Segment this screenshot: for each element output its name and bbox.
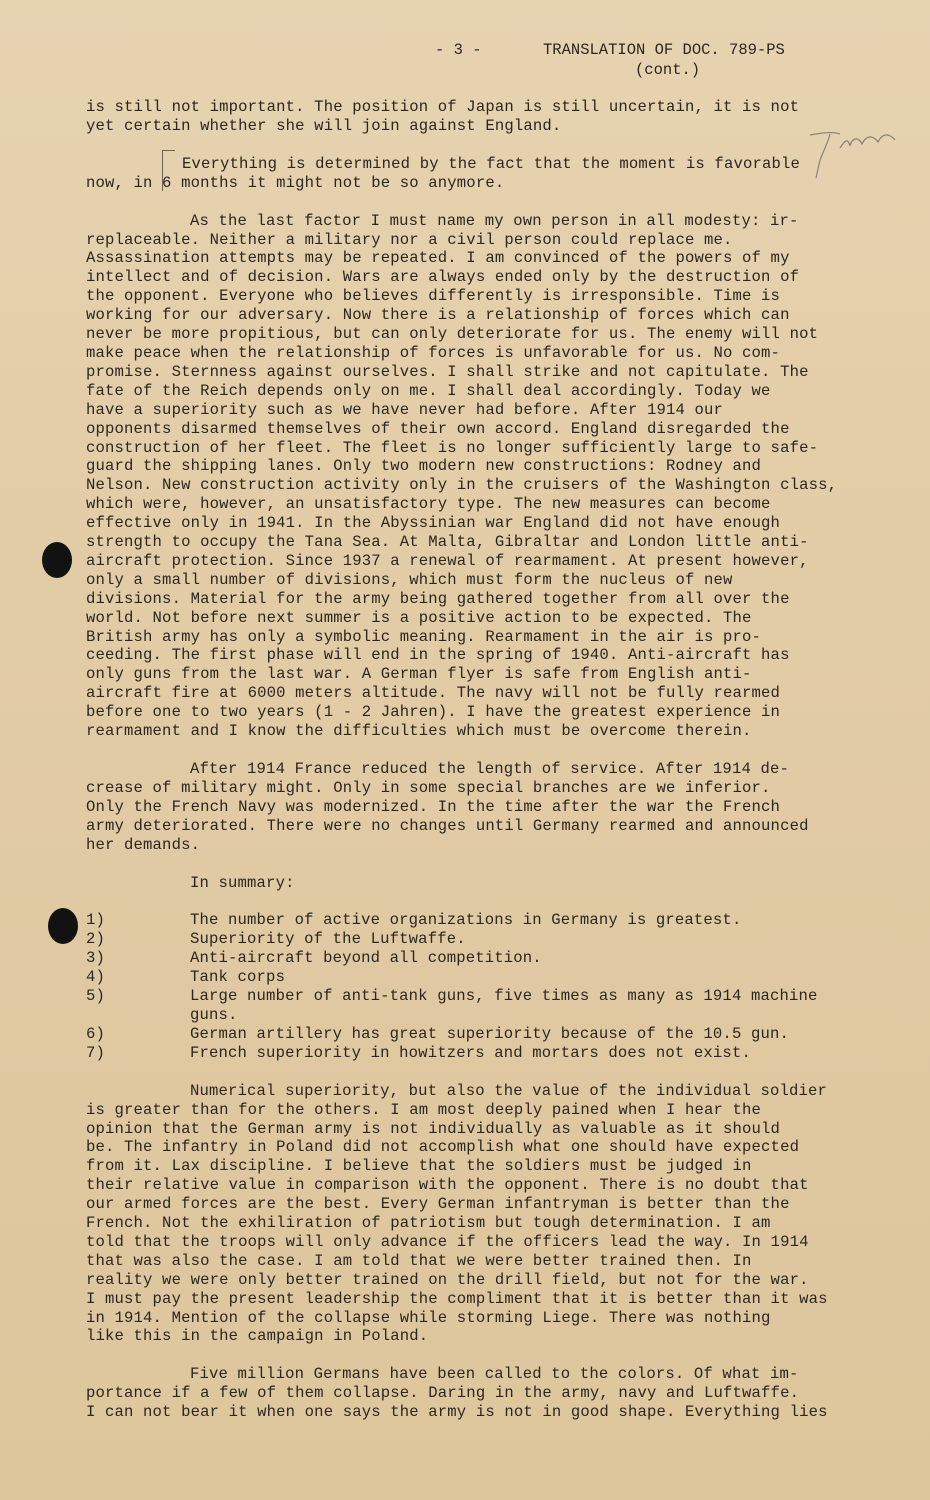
document-title: TRANSLATION OF DOC. 789-PS xyxy=(543,41,785,59)
list-number: 2) xyxy=(86,930,106,949)
list-text: Superiority of the Luftwaffe. xyxy=(190,930,466,949)
continuation-note: (cont.) xyxy=(635,61,701,79)
summary-heading: In summary: xyxy=(190,873,295,892)
punch-hole xyxy=(42,542,72,578)
list-number: 3) xyxy=(86,949,106,968)
list-number: 6) xyxy=(86,1024,106,1043)
list-number: 7) xyxy=(86,1043,106,1062)
list-text: Large number of anti-tank guns, five times as many as 1914 machine guns. xyxy=(190,987,818,1024)
list-text: Tank corps xyxy=(190,968,286,987)
list-item xyxy=(86,930,846,949)
paragraph-favorable-moment xyxy=(86,155,846,193)
paragraph-numerical-superiority: Numerical superiority, but also the value of the individual soldier is greater than for the others. I am most deeply pained when I hear the opinion that the German army is not individually as valuable as it should be. The infantry in Poland did not accomplish what one should have expected from it. Lax discipline. I believe that the soldiers must be judged in their relative value in comparison with the opponent. There is no doubt that our armed forces are the best. Every German infantryman is better than the French. Not the exhiliration of patriotism but tough determination. I am told that the troops will only advance if the officers lead the way. In 1914 that was also the case. I am told that we were better trained then. In reality we were only better trained on the drill field, but not for the war. I must pay the present leadership the compliment that it is better than it was in 1914. Mention of the collapse while storming Liege. There was nothing like this in the campaign in Poland. xyxy=(86,1081,828,1346)
punch-hole xyxy=(48,908,78,944)
list-item xyxy=(86,1025,846,1044)
list-text: German artillery has great superiority because of the 10.5 gun. xyxy=(190,1024,789,1043)
list-item xyxy=(86,911,846,930)
list-item xyxy=(86,1044,846,1063)
paragraph-france: After 1914 France reduced the length of service. After 1914 de- crease of military might. Only in some special branches are we inferior. Only the French Navy was modernized. In the time after the war the French army deteriorated. There were no changes until Germany rearmed and announced her demands. xyxy=(86,760,809,854)
list-item xyxy=(86,987,846,1025)
list-text: Anti-aircraft beyond all competition. xyxy=(190,949,542,968)
summary-list xyxy=(86,911,846,1062)
page-number: - 3 - xyxy=(435,41,482,59)
document-body xyxy=(86,98,846,1422)
paragraph-favorable-moment-text: Everything is determined by the fact that the moment is favorable now, in 6 months it might not be so anymore. xyxy=(86,154,801,192)
paragraph-japan: is still not important. The position of Japan is still uncertain, it is not yet certain whether she will join against England. xyxy=(86,98,800,135)
list-number: 1) xyxy=(86,911,106,930)
list-item xyxy=(86,949,846,968)
paragraph-last-factor: As the last factor I must name my own person in all modesty: ir- replaceable. Neither a military nor a civil person could replace me. Assassination attempts may be repeated. I am convinced of the powers of my intellect and of decision. Wars are always ended only by the destruction of the opponent. Everyone who believes differently is irresponsible. Time is working for our adversary. Now there is a relationship of forces which can never be more propitious, but can only deteriorate for us. The enemy will not make peace when the relationship of forces is unfavorable for us. No com- promise. Sternness against ourselves. I shall strike and not capitulate. The fate of the Reich depends only on me. I shall deal accordingly. Today we have a superiority such as we have never had before. After 1914 our opponents disarmed themselves of their own accord. England disregarded the construction of her fleet. The fleet is no longer sufficiently large to safe- guard the shipping lanes. Only two modern new constructions: Rodney and Nelson. New construction activity only in the cruisers of the Washington class, which were, however, an unsatisfactory type. The new measures can become effective only in 1941. In the Abyssinian war England did not have enough strength to occupy the Tana Sea. At Malta, Gibraltar and London little anti- aircraft protection. Since 1937 a renewal of rearmament. At present however, only a small number of divisions, which must form the nucleus of new divisions. Material for the army being gathered together from all over the world. Not before next summer is a positive action to be expected. The British army has only a symbolic meaning. Rearmament in the air is pro- ceeding. The first phase will end in the spring of 1940. Anti-aircraft has only guns from the last war. A German flyer is safe from English anti- aircraft fire at 6000 meters altitude. The navy will not be fully rearmed before one to two years (1 - 2 Jahren). I have the greatest experience in rearmament and I know the difficulties which must be overcome therein. xyxy=(86,211,838,741)
paragraph-five-million: Five million Germans have been called to the colors. Of what im- portance if a few of them collapse. Daring in the army, navy and Luftwaffe. I can not bear it when one says the army is not in good shape. Everything lies xyxy=(86,1365,828,1422)
list-text: French superiority in howitzers and mortars does not exist. xyxy=(190,1043,751,1062)
list-number: 5) xyxy=(86,987,106,1006)
list-text: The number of active organizations in Germany is greatest. xyxy=(190,911,742,930)
list-item xyxy=(86,968,846,987)
list-number: 4) xyxy=(86,968,106,987)
